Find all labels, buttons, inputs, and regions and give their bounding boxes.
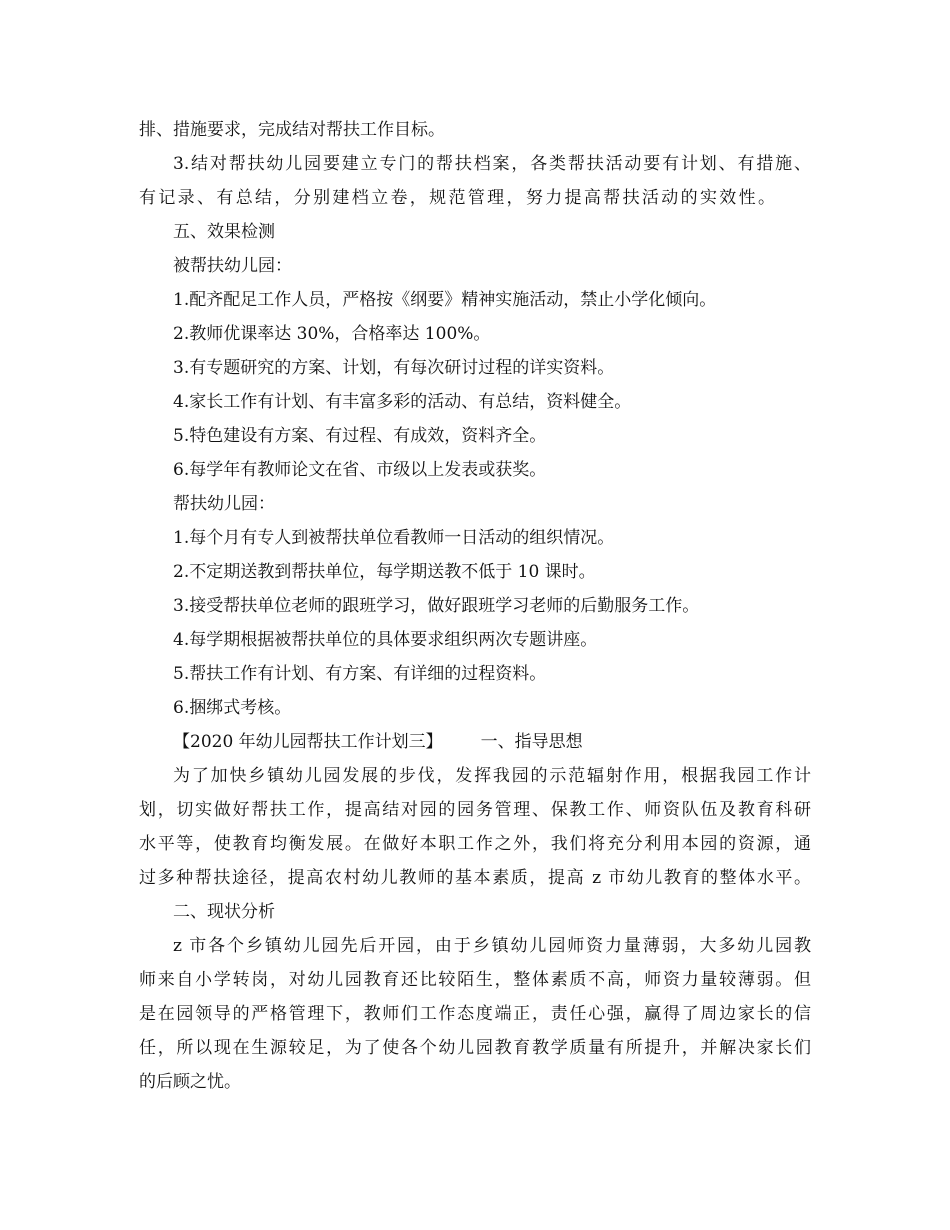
paragraph-line: 过多种帮扶途径，提高农村幼儿教师的基本素质，提高 z 市幼儿教育的整体水平。 <box>139 868 811 888</box>
paragraph-line: 是在园领导的严格管理下，教师们工作态度端正，责任心强，赢得了周边家长的信 <box>139 1004 811 1024</box>
paragraph-line: 为了加快乡镇幼儿园发展的步伐，发挥我园的示范辐射作用，根据我园工作计 <box>173 766 811 786</box>
list-item: 1.配齐配足工作人员，严格按《纲要》精神实施活动，禁止小学化倾向。 <box>173 290 717 310</box>
paragraph-line: z 市各个乡镇幼儿园先后开园，由于乡镇幼儿园师资力量薄弱，大多幼儿园教 <box>173 936 811 956</box>
subsection-heading: 帮扶幼儿园： <box>173 494 275 514</box>
text-line: 3.结对帮扶幼儿园要建立专门的帮扶档案，各类帮扶活动要有计划、有措施、 <box>173 154 811 174</box>
list-item: 6.每学年有教师论文在省、市级以上发表或获奖。 <box>173 460 547 480</box>
list-item: 4.每学期根据被帮扶单位的具体要求组织两次专题讲座。 <box>173 630 598 650</box>
list-item: 4.家长工作有计划、有丰富多彩的活动、有总结，资料健全。 <box>173 392 632 412</box>
plan-title-line <box>173 731 583 753</box>
section-heading: 一、指导思想 <box>480 732 583 752</box>
text-line: 排、措施要求，完成结对帮扶工作目标。 <box>139 120 445 140</box>
section-heading: 二、现状分析 <box>173 902 275 922</box>
subsection-heading: 被帮扶幼儿园： <box>173 256 292 276</box>
paragraph-line: 的后顾之忧。 <box>139 1072 241 1092</box>
list-item: 3.接受帮扶单位老师的跟班学习，做好跟班学习老师的后勤服务工作。 <box>173 596 700 616</box>
section-heading: 五、效果检测 <box>173 222 275 242</box>
list-item: 2.教师优课率达 30%，合格率达 100%。 <box>173 324 491 344</box>
paragraph-line: 任，所以现在生源较足，为了使各个幼儿园教育教学质量有所提升，并解决家长们 <box>139 1038 811 1058</box>
list-item: 5.特色建设有方案、有过程、有成效，资料齐全。 <box>173 426 547 446</box>
list-item: 6.捆绑式考核。 <box>173 698 292 718</box>
plan-title: 【2020 年幼儿园帮扶工作计划三】 <box>173 732 443 752</box>
paragraph-line: 水平等，使教育均衡发展。在做好本职工作之外，我们将充分利用本园的资源，通 <box>139 834 811 854</box>
text-line: 有记录、有总结，分别建档立卷，规范管理，努力提高帮扶活动的实效性。 <box>139 188 775 208</box>
paragraph-line: 师来自小学转岗，对幼儿园教育还比较陌生，整体素质不高，师资力量较薄弱。但 <box>139 970 811 990</box>
list-item: 5.帮扶工作有计划、有方案、有详细的过程资料。 <box>173 664 547 684</box>
list-item: 2.不定期送教到帮扶单位，每学期送教不低于 10 课时。 <box>173 562 596 582</box>
list-item: 1.每个月有专人到被帮扶单位看教师一日活动的组织情况。 <box>173 528 615 548</box>
paragraph-line: 划，切实做好帮扶工作，提高结对园的园务管理、保教工作、师资队伍及教育科研 <box>139 800 811 820</box>
list-item: 3.有专题研究的方案、计划，有每次研讨过程的详实资料。 <box>173 358 615 378</box>
